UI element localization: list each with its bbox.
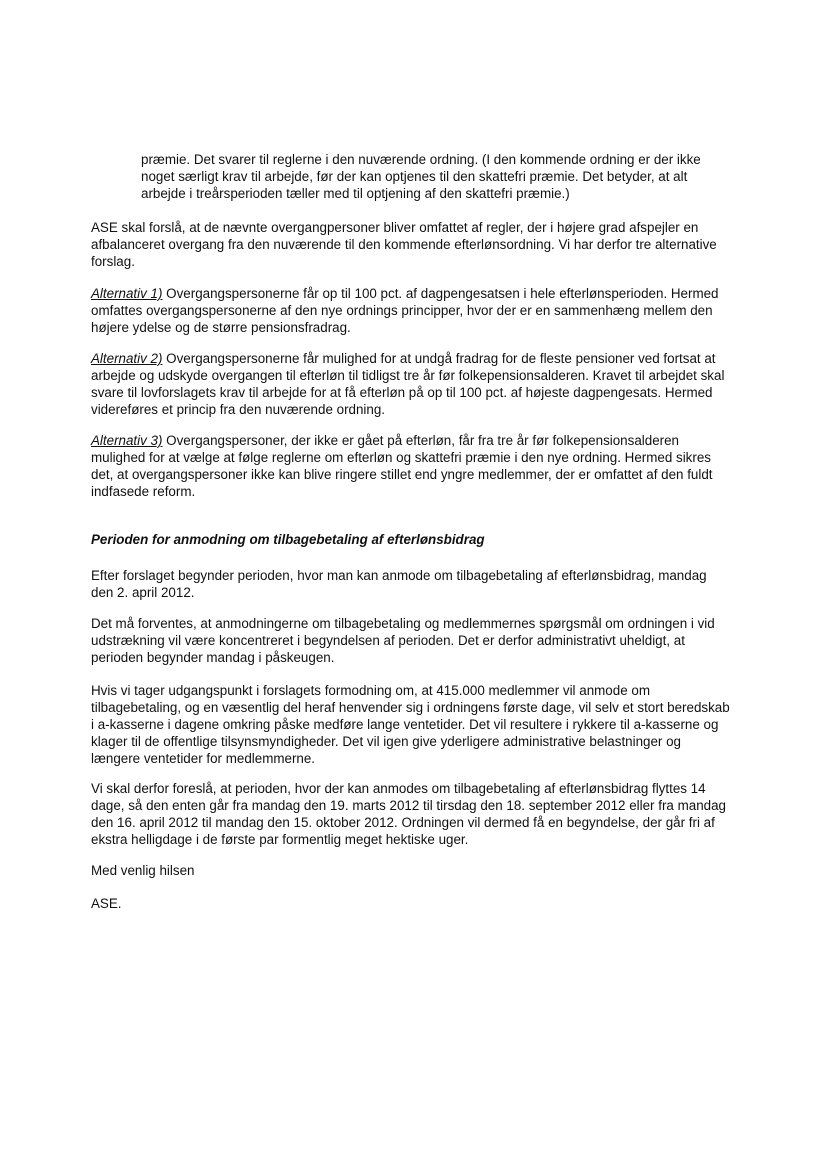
section-paragraph-4: Vi skal derfor foreslå, at perioden, hvor der kan anmodes om tilbagebetaling af efterlønsbidrag flyttes 14 dage, så den enten går fra mandag den 19. marts 2012 til tirsdag den 18. september 2012 eller fra mandag den 16. april 2012 til mandag den 15. oktober 2012. Ordningen vil dermed få en begyndelse, der går fri af ekstra helligdage i de første par formentlig meget hektiske uger. (91, 781, 726, 847)
section-paragraph-2: Det må forventes, at anmodningerne om tilbagebetaling og medlemmernes spørgsmål om ordningen i vid udstrækning vil være koncentreret i begyndelsen af perioden. Det er derfor administrativt uheldigt, at perioden begynder mandag i påskeugen. (91, 616, 715, 665)
alternative-2-text: Overgangspersonerne får mulighed for at undgå fradrag for de fleste pensioner ved fortsat at arbejde og udskyde overgangen til efterløn til tidligst tre år før folkepensionsalderen. Kravet til arbejdet skal svare til lovforslagets krav til arbejde for at få efterløn på op til 100 pct. af højeste dagpengesats. Hermed videreføres et princip fra den nuværende ordning. (91, 351, 725, 417)
alternative-3-label: Alternativ 3) (91, 433, 163, 448)
alternative-3 (91, 432, 731, 500)
section-paragraph-1: Efter forslaget begynder perioden, hvor man kan anmode om tilbagebetaling af efterlønsbidrag, mandag den 2. april 2012. (91, 568, 707, 600)
intro-continuation: præmie. Det svarer til reglerne i den nuværende ordning. (I den kommende ordning er der ikke noget særligt krav til arbejde, før der kan optjenes til den skattefri præmie. Det betyder, at alt arbejde i treårsperioden tæller med til optjening af den skattefri præmie.) (141, 152, 701, 201)
alternative-2 (91, 350, 731, 418)
alternative-1 (91, 285, 731, 336)
closing-greeting: Med venlig hilsen (91, 863, 195, 878)
alternative-3-text: Overgangspersoner, der ikke er gået på efterløn, får fra tre år før folkepensionsalderen mulighed for at vælge at følge reglerne om efterløn og skattefri præmie i den nye ordning. Hermed sikres det, at overgangspersoner ikke kan blive ringere stillet end yngre medlemmer, der er omfattet af den fuldt indfasede reform. (91, 433, 713, 499)
alternative-1-label: Alternativ 1) (91, 286, 163, 301)
alternative-2-label: Alternativ 2) (91, 351, 163, 366)
section-heading: Perioden for anmodning om tilbagebetaling af efterlønsbidrag (91, 532, 485, 547)
alternative-1-text: Overgangspersonerne får op til 100 pct. af dagpengesatsen i hele efterlønsperioden. Hermed omfattes overgangspersonerne af den nye ordnings principper, hvor der er en sammenhæng mellem den højere ydelse og de større pensionsfradrag. (91, 286, 719, 335)
section-paragraph-3: Hvis vi tager udgangspunkt i forslagets formodning om, at 415.000 medlemmer vil anmode om tilbagebetaling, og en væsentlig del heraf henvender sig i ordningens første dage, vil selv et stort beredskab i a-kasserne i dagene omkring påske medføre lange ventetider. Det vil resultere i rykkere til a-kasserne og klager til de offentlige tilsynsmyndigheder. Det vil igen give yderligere administrative belastninger og længere ventetider for medlemmerne. (91, 683, 730, 766)
signature: ASE. (91, 896, 122, 911)
proposal-intro: ASE skal forslå, at de nævnte overgangpersoner bliver omfattet af regler, der i højere grad afspejler en afbalanceret overgang fra den nuværende til den kommende efterlønsordning. Vi har derfor tre alternative forslag. (91, 220, 717, 269)
